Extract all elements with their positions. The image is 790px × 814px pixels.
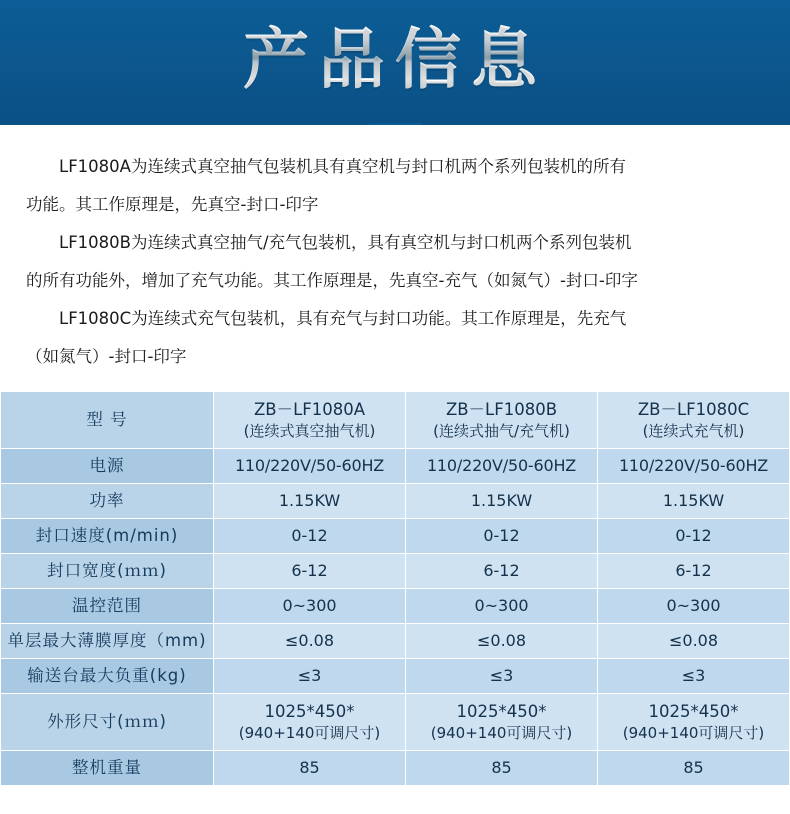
table-row <box>1 751 790 786</box>
cell-main: 1025*450* <box>456 702 547 721</box>
table-row <box>1 519 790 554</box>
cell-sub: (连续式充气机) <box>642 422 745 440</box>
table-row <box>1 694 790 751</box>
cell-sub: (940+140可调尺寸) <box>622 724 765 742</box>
description-block <box>0 125 790 391</box>
table-row <box>1 659 790 694</box>
row-value-a: 6-12 <box>214 554 406 589</box>
cell-sub: (940+140可调尺寸) <box>238 724 381 742</box>
description-paragraph-1 <box>26 151 764 183</box>
row-value-b <box>406 694 598 751</box>
row-value-a <box>214 694 406 751</box>
row-value-c: 85 <box>598 751 790 786</box>
row-value-c: ≤0.08 <box>598 624 790 659</box>
row-value-c <box>598 392 790 449</box>
table-row <box>1 589 790 624</box>
page-banner <box>0 0 790 125</box>
table-row <box>1 554 790 589</box>
description-paragraph-1-cont <box>26 189 764 221</box>
description-paragraph-2-cont <box>26 265 764 297</box>
row-value-b: 0~300 <box>406 589 598 624</box>
cell-sub: (940+140可调尺寸) <box>430 724 573 742</box>
row-value-c: 0-12 <box>598 519 790 554</box>
row-value-a: 110/220V/50-60HZ <box>214 449 406 484</box>
row-label: 温控范围 <box>1 589 214 624</box>
row-value-b <box>406 392 598 449</box>
row-label: 外形尺寸(ｍｍ) <box>1 694 214 751</box>
row-label: 功率 <box>1 484 214 519</box>
table-row <box>1 484 790 519</box>
description-paragraph-3-cont <box>26 341 764 373</box>
row-label: 封口宽度(ｍｍ) <box>1 554 214 589</box>
cell-sub: (连续式真空抽气机) <box>243 422 376 440</box>
description-line-5: LF1080C为连续式充气包装机，具有充气与封口功能。其工作原理是，先充气 <box>59 309 627 328</box>
row-value-a: 0~300 <box>214 589 406 624</box>
row-value-b: 0-12 <box>406 519 598 554</box>
row-value-c: 110/220V/50-60HZ <box>598 449 790 484</box>
row-value-b: 110/220V/50-60HZ <box>406 449 598 484</box>
cell-main: 1025*450* <box>264 702 355 721</box>
row-label: 输送台最大负重(kg) <box>1 659 214 694</box>
row-value-a: ≤3 <box>214 659 406 694</box>
row-value-b: 6-12 <box>406 554 598 589</box>
description-paragraph-3 <box>26 303 764 335</box>
cell-sub: (连续式抽气/充气机) <box>433 422 570 440</box>
spec-table-wrapper <box>0 391 790 794</box>
row-value-a: 0-12 <box>214 519 406 554</box>
description-line-1: LF1080A为连续式真空抽气包装机具有真空机与封口机两个系列包装机的所有 <box>59 157 626 176</box>
description-line-4: 的所有功能外，增加了充气功能。其工作原理是，先真空-充气（如氮气）-封口-印字 <box>26 271 638 290</box>
description-line-2: 功能。其工作原理是，先真空-封口-印字 <box>26 195 319 214</box>
table-row <box>1 449 790 484</box>
row-label: 封口速度(m/min) <box>1 519 214 554</box>
table-row <box>1 624 790 659</box>
cell-main: ZB－LF1080B <box>445 400 558 419</box>
row-value-c: ≤3 <box>598 659 790 694</box>
row-value-c: 0~300 <box>598 589 790 624</box>
row-label: 型 号 <box>1 392 214 449</box>
row-label: 整机重量 <box>1 751 214 786</box>
description-paragraph-2 <box>26 227 764 259</box>
row-value-a <box>214 392 406 449</box>
row-value-b: ≤0.08 <box>406 624 598 659</box>
spec-table <box>0 391 790 786</box>
row-value-a: ≤0.08 <box>214 624 406 659</box>
row-value-c: 1.15KW <box>598 484 790 519</box>
table-row <box>1 392 790 449</box>
description-line-6: （如氮气）-封口-印字 <box>26 347 187 366</box>
row-value-c: 6-12 <box>598 554 790 589</box>
row-value-b: 85 <box>406 751 598 786</box>
description-line-3: LF1080B为连续式真空抽气/充气包装机，具有真空机与封口机两个系列包装机 <box>59 233 632 252</box>
row-value-c <box>598 694 790 751</box>
row-label: 电源 <box>1 449 214 484</box>
row-label: 单层最大薄膜厚度（mm) <box>1 624 214 659</box>
page-title: 产品信息 <box>0 16 790 104</box>
row-value-a: 85 <box>214 751 406 786</box>
row-value-a: 1.15KW <box>214 484 406 519</box>
row-value-b: ≤3 <box>406 659 598 694</box>
cell-main: ZB－LF1080C <box>637 400 750 419</box>
cell-main: ZB－LF1080A <box>253 400 366 419</box>
row-value-b: 1.15KW <box>406 484 598 519</box>
footer-strip <box>0 794 790 800</box>
cell-main: 1025*450* <box>648 702 739 721</box>
